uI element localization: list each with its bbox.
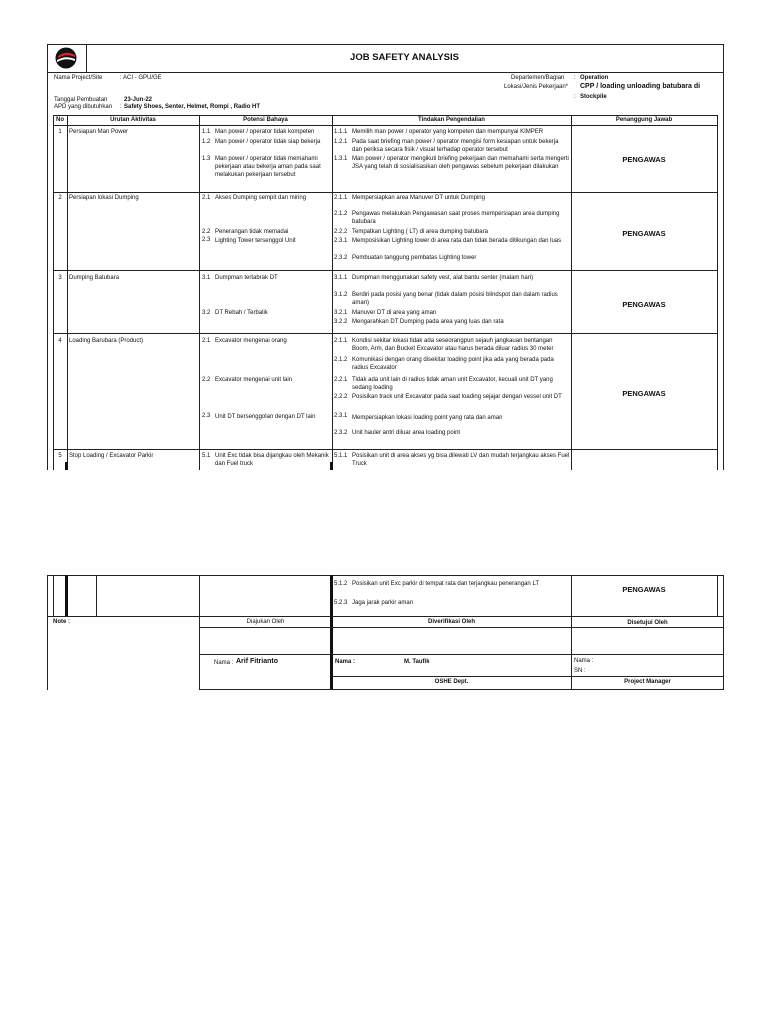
control-text: Jaga jarak parkir aman (352, 600, 414, 606)
verified-role: OSHE Dept. (434, 679, 469, 685)
control-text: Memilih man power / operator yang kompeten dan mempunyai KIMPER (352, 129, 544, 135)
verified-name-label: Nama : (335, 659, 356, 665)
company-logo (53, 46, 79, 70)
hazard-text: Unit DT bersenggolan dengan DT lain (215, 414, 316, 420)
control-text: Unit hauler antri diluar area loading point (352, 430, 461, 436)
hazard-number: 2.2 (202, 229, 211, 235)
project-value: : ACI - GPU/GE (120, 75, 162, 81)
date-value: 23-Jun-22 (124, 97, 153, 103)
control-number: 2.2.2 (334, 394, 348, 400)
control-number: 1.1.1 (334, 129, 348, 135)
job-value-line-1: CPP / loading unloading batubara di (580, 83, 701, 90)
row-number: 5 (58, 453, 62, 459)
submitted-by-label: Diajukan Oleh (246, 619, 285, 625)
hazard-number: 1.3 (202, 156, 211, 162)
column-header-pj: Penanggung Jawab (615, 117, 673, 123)
project-label: Nama Project/Site (54, 75, 103, 81)
row-number: 3 (58, 275, 62, 281)
control-text: Pembuatan tanggung pembatas Lighting tower (352, 255, 477, 261)
job-colon: : (574, 94, 576, 100)
control-text: Man power / operator mengikuti briefing pekerjaan dan memahami serta mengerti JSA yang telah di sosialisasikan oleh pengawas sebelum pekerjaan dilakukan (352, 156, 569, 170)
control-text: Posisikan unit Exc parkir di tempat rata dan terjangkau penerangan LT (352, 581, 539, 587)
control-text: Berdiri pada posisi yang benar (tidak dalam posisi blindspot dan dalam radius aman) (352, 292, 558, 306)
control-text: Posisikan track unit Excavator pada saat loading sejajar dengan vessel unit DT (352, 394, 562, 400)
hazard-text: Dumpman tertabrak DT (215, 275, 278, 281)
row-number: 1 (58, 129, 62, 135)
column-header-activity: Urutan Aktivitas (110, 117, 156, 123)
control-number: 1.2.1 (334, 139, 348, 145)
hazard-number: 5.1 (202, 453, 211, 459)
column-header-no: No (56, 117, 64, 123)
approved-by-label: Disetujui Oleh (627, 620, 668, 626)
control-text: Kondisi sekitar lokasi tidak ada seseorangpun sejauh jangkauan bentangan Boom, Arm, dan Bucket Excavator atau harus berada diluar radius 30 meter (352, 338, 554, 352)
hazard-text: Unit Exc tidak bisa dijangkau oleh Mekanik dan Fuel truck (215, 453, 329, 467)
control-number: 2.3.2 (334, 430, 348, 436)
control-number: 2.1.1 (334, 195, 348, 201)
verified-by-label: Diverifikasi Oleh (427, 619, 476, 625)
hazard-text: DT Rebah / Terbalik (215, 310, 268, 316)
control-text: Manuver DT di area yang aman (352, 310, 437, 316)
control-number: 3.2.2 (334, 319, 348, 325)
dept-colon: : (574, 75, 576, 81)
control-number: 2.1.1 (334, 338, 348, 344)
hazard-number: 3.1 (202, 275, 211, 281)
control-text: Tempatkan Lighting ( LT) di area dumping batubara (352, 229, 488, 235)
row-pj: PENGAWAS (622, 300, 666, 309)
control-text: Mengarahkan DT Dumping pada area yang luas dan rata (352, 319, 504, 325)
row-pj: PENGAWAS (622, 155, 666, 164)
row-pj: PENGAWAS (622, 229, 666, 238)
approved-name-label: Nama : (574, 658, 594, 664)
control-text: Tidak ada unit lain di radius tidak aman unit Excavator, kecuali unit DT yang sedang loading (352, 377, 553, 391)
page-title: JOB SAFETY ANALYSIS (350, 52, 459, 63)
hazard-text: Man power / operator tidak memahami pekerjaan atau bekerja aman pada saat melakukan pekerjaan tersebut (215, 156, 321, 178)
hazard-number: 3.2 (202, 310, 211, 316)
control-text: Pengawas melakukan Pengawasan saat proses mempersiapan area dumping batubara (352, 211, 560, 225)
control-text: Memposisikan Lighting tower di area rata dan tidak berada ditikungan dan luas (352, 238, 562, 244)
hazard-number: 2.1 (202, 195, 211, 201)
control-number: 2.1.2 (334, 211, 348, 217)
dept-label: Departemen/Bagian (511, 75, 565, 81)
control-number: 5.1.2 (334, 581, 348, 587)
row-number: 4 (58, 338, 62, 344)
row-activity: Loading Barubara (Product) (69, 338, 144, 344)
control-text: Komunikasi dengan orang disekitar loading point jika ada yang berada pada radius Excavator (352, 357, 554, 371)
verified-name: M. Taufik (404, 659, 430, 665)
row-number: 2 (58, 195, 62, 201)
control-text: Dumpman menggunakan safety vest, alat bantu senter (malam hari) (352, 275, 534, 281)
hazard-number: 2.2 (202, 377, 211, 383)
row-activity: Dumping Batubara (69, 275, 120, 281)
hazard-text: Excavator mengenai unit lain (215, 377, 293, 383)
hazard-text: Excavator mengenai orang (215, 338, 287, 344)
control-number: 1.3.1 (334, 156, 348, 162)
hazard-number: 1.1 (202, 129, 211, 135)
apd-label: APD yang dibutuhkan (54, 104, 113, 110)
approved-role: Project Manager (624, 679, 671, 685)
control-number: 5.1.1 (334, 453, 348, 459)
control-number: 3.2.1 (334, 310, 348, 316)
control-text: Posisikan unit di area akses yg bisa dilewati LV dan mudah terjangkau akses Fuel Truck (352, 453, 570, 467)
column-header-hazard: Potensi Bahaya (243, 117, 288, 123)
control-number: 2.1.2 (334, 357, 348, 363)
hazard-number: 2.3 (202, 413, 211, 419)
control-text: Mempersiapkan area Manuver DT untuk Dumping (352, 195, 485, 201)
note-label: Note : (53, 619, 70, 625)
submitted-name-label: Nama : (214, 660, 234, 666)
control-number: 2.3.1 (334, 413, 348, 419)
column-header-control: Tindakan Pengendalian (418, 117, 485, 123)
hazard-text: Man power / operator tidak kompeten (215, 129, 315, 135)
control-number: 2.2.2 (334, 229, 348, 235)
approved-sn-label: SN : (574, 668, 586, 674)
control-number: 5.2.3 (334, 600, 348, 606)
control-number: 3.1.1 (334, 275, 348, 281)
control-number: 3.1.2 (334, 292, 348, 298)
job-value-line-2: Stockpile (580, 94, 607, 100)
row-activity: Persiapan lokasi Dumping (69, 195, 139, 201)
hazard-text: Akses Dumping sempit dan miring (215, 195, 307, 201)
row-pj: PENGAWAS (622, 389, 666, 398)
hazard-text: Lighting Tower tersenggol Unit (215, 238, 296, 244)
control-number: 2.2.1 (334, 377, 348, 383)
hazard-number: 1.2 (202, 139, 211, 145)
job-label: Lokasi/Jenis Pekerjaan* (504, 84, 569, 90)
date-label: Tanggal Pembuatan (54, 97, 108, 103)
submitted-name: Arif Fitrianto (236, 658, 278, 665)
control-number: 2.3.1 (334, 238, 348, 244)
apd-value: Safety Shoes, Senter, Helmet, Rompi , Radio HT (124, 104, 261, 110)
row-activity: Persiapan Man Power (69, 129, 129, 135)
hazard-number: 2.3 (202, 237, 211, 243)
row-activity: Stop Loading / Excavator Parkir (69, 453, 154, 459)
dept-value: Operation (580, 75, 609, 81)
row-pj: PENGAWAS (622, 585, 666, 594)
hazard-number: 2.1 (202, 338, 211, 344)
apd-colon: : (120, 104, 122, 110)
control-number: 2.3.2 (334, 255, 348, 261)
control-text: Mempersiapkan lokasi loading point yang rata dan aman (352, 415, 503, 421)
hazard-text: Man power / operator tidak siap bekerja (215, 139, 321, 145)
control-text: Pada saat briefing man power / operator mengisi form kesiapan untuk bekerja dan periksa secara fisik / visual terhadap operator tersebut (352, 139, 559, 153)
hazard-text: Penerangan tidak memadai (215, 229, 289, 235)
